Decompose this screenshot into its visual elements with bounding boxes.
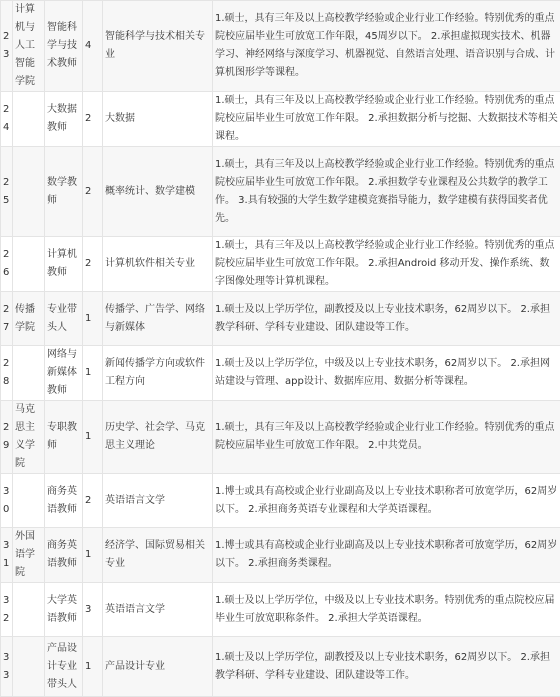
table-row (1, 92, 560, 147)
college-cell (13, 346, 45, 401)
college-cell (13, 637, 45, 697)
college-cell (13, 474, 45, 528)
requirement-cell: 1.硕士及以上学历学位，中级及以上专业技术职务，62周岁以下。 2.承担网站建设与管理、app设计、数据库应用、数据分析等课程。 (213, 346, 560, 401)
headcount-cell: 2 (83, 474, 103, 528)
post-cell: 数学教师 (45, 147, 83, 237)
major-cell: 计算机软件相关专业 (103, 237, 213, 292)
table-row (1, 237, 560, 292)
major-cell: 智能科学与技术相关专业 (103, 1, 213, 92)
table-row (1, 346, 560, 401)
headcount-cell: 2 (83, 237, 103, 292)
post-cell: 产品设计专业带头人 (45, 637, 83, 697)
major-cell: 新闻传播学方向或软件工程方向 (103, 346, 213, 401)
college-cell: 计算机与人工智能学院 (13, 1, 45, 92)
college-cell (13, 237, 45, 292)
requirement-cell: 1.博士或具有高校或企业行业副高及以上专业技术职称者可放宽学历，62周岁以下。 2.承担商务类课程。 (213, 528, 560, 583)
table-row (1, 401, 560, 474)
post-cell: 智能科学与技术教师 (45, 1, 83, 92)
headcount-cell: 1 (83, 401, 103, 474)
post-cell: 大学英语教师 (45, 583, 83, 637)
college-cell: 外国语学院 (13, 528, 45, 583)
requirement-cell: 1.硕士及以上学历学位，副教授及以上专业技术职务，62周岁以下。 2.承担教学科研、学科专业建设、团队建设等工作。 (213, 637, 560, 697)
requirement-cell: 1.硕士，具有三年及以上高校教学经验或企业行业工作经验。特别优秀的重点院校应届毕业生可放宽工作年限。 2.承担数学专业课程及公共数学的教学工作。 3.具有较强的大学生数学建模竞赛指导能力，数学建模有获得国奖者优先。 (213, 147, 560, 237)
college-cell: 传播学院 (13, 292, 45, 346)
major-cell: 英语语言文学 (103, 474, 213, 528)
headcount-cell: 2 (83, 92, 103, 147)
table-row (1, 1, 560, 92)
row-number: 32 (1, 583, 13, 637)
headcount-cell: 2 (83, 147, 103, 237)
row-number: 29 (1, 401, 13, 474)
headcount-cell: 4 (83, 1, 103, 92)
table-row (1, 583, 560, 637)
table-row (1, 292, 560, 346)
row-number: 31 (1, 528, 13, 583)
row-number: 33 (1, 637, 13, 697)
row-number: 28 (1, 346, 13, 401)
row-number: 25 (1, 147, 13, 237)
post-cell: 商务英语教师 (45, 474, 83, 528)
requirement-cell: 1.博士或具有高校或企业行业副高及以上专业技术职称者可放宽学历，62周岁以下。 2.承担商务英语专业课程和大学英语课程。 (213, 474, 560, 528)
post-cell: 大数据教师 (45, 92, 83, 147)
headcount-cell: 1 (83, 292, 103, 346)
requirement-cell: 1.硕士，具有三年及以上高校教学经验或企业行业工作经验。特别优秀的重点院校应届毕业生可放宽工作年限，45周岁以下。 2.承担虚拟现实技术、机器学习、神经网络与深度学习、机器视觉、自然语言处理、语音识别与合成、计算机图形学等课程。 (213, 1, 560, 92)
major-cell: 历史学、社会学、马克思主义理论 (103, 401, 213, 474)
requirement-cell: 1.硕士，具有三年及以上高校教学经验或企业行业工作经验。特别优秀的重点院校应届毕业生可放宽工作年限。 2.承担Android 移动开发、操作系统、数字图像处理等计算机课程。 (213, 237, 560, 292)
post-cell: 专职教师 (45, 401, 83, 474)
headcount-cell: 1 (83, 637, 103, 697)
post-cell: 商务英语教师 (45, 528, 83, 583)
post-cell: 计算机教师 (45, 237, 83, 292)
table-body (1, 1, 560, 697)
row-number: 26 (1, 237, 13, 292)
post-cell: 专业带头人 (45, 292, 83, 346)
row-number: 24 (1, 92, 13, 147)
college-cell: 马克思主义学院 (13, 401, 45, 474)
college-cell (13, 92, 45, 147)
college-cell (13, 583, 45, 637)
headcount-cell: 1 (83, 528, 103, 583)
headcount-cell: 3 (83, 583, 103, 637)
table-row (1, 528, 560, 583)
college-cell (13, 147, 45, 237)
major-cell: 传播学、广告学、网络与新媒体 (103, 292, 213, 346)
major-cell: 概率统计、数学建模 (103, 147, 213, 237)
row-number: 30 (1, 474, 13, 528)
major-cell: 产品设计专业 (103, 637, 213, 697)
headcount-cell: 1 (83, 346, 103, 401)
requirement-cell: 1.硕士，具有三年及以上高校教学经验或企业行业工作经验。特别优秀的重点院校应届毕业生可放宽工作年限。 2.承担数据分析与挖掘、大数据技术等相关课程。 (213, 92, 560, 147)
requirement-cell: 1.硕士及以上学历学位，副教授及以上专业技术职务，62周岁以下。 2.承担教学科研、学科专业建设、团队建设等工作。 (213, 292, 560, 346)
requirement-cell: 1.硕士，具有三年及以上高校教学经验或企业行业工作经验。特别优秀的重点院校应届毕业生可放宽工作年限。 2.中共党员。 (213, 401, 560, 474)
row-number: 27 (1, 292, 13, 346)
table-row (1, 637, 560, 697)
requirement-cell: 1.硕士及以上学历学位，中级及以上专业技术职务。特别优秀的重点院校应届毕业生可放宽职称条件。 2.承担大学英语课程。 (213, 583, 560, 637)
table-row (1, 147, 560, 237)
table-row (1, 474, 560, 528)
row-number: 23 (1, 1, 13, 92)
post-cell: 网络与新媒体教师 (45, 346, 83, 401)
major-cell: 英语语言文学 (103, 583, 213, 637)
major-cell: 大数据 (103, 92, 213, 147)
major-cell: 经济学、国际贸易相关专业 (103, 528, 213, 583)
